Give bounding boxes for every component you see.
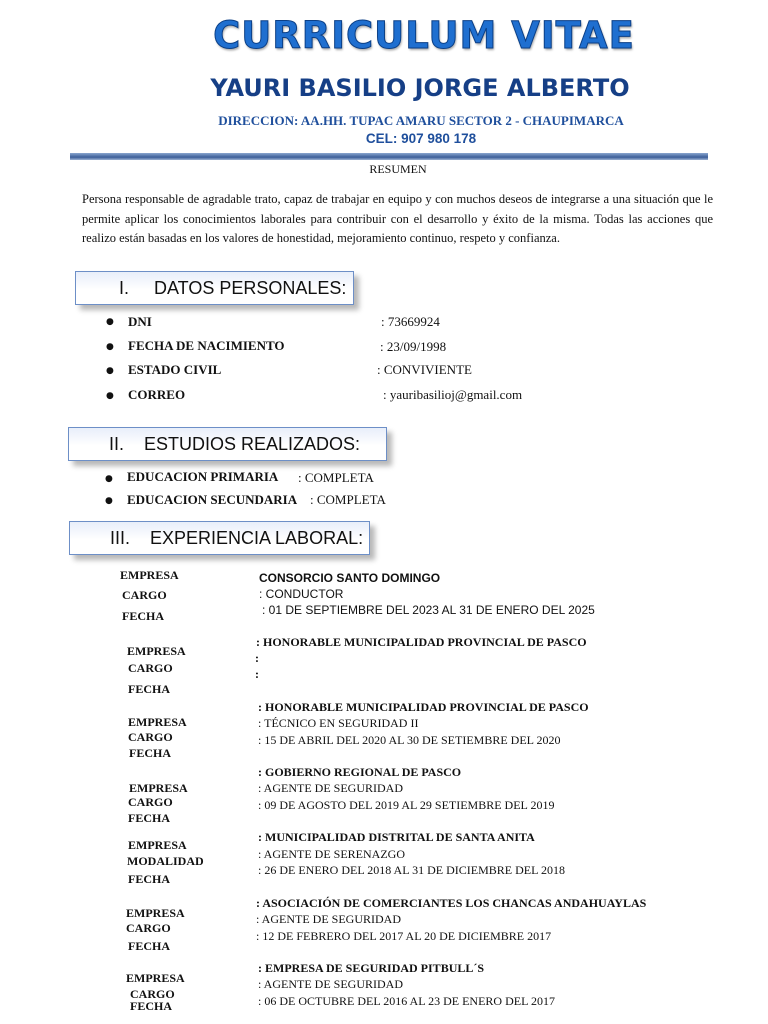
entry-company: : MUNICIPALIDAD DISTRITAL DE SANTA ANITA <box>258 830 535 844</box>
entry-label: FECHA <box>129 746 171 760</box>
section-experience-header <box>69 521 370 555</box>
entry-company: : EMPRESA DE SEGURIDAD PITBULL´S <box>258 961 485 975</box>
entry-label: EMPRESA <box>120 568 179 582</box>
section-number: I. <box>119 278 130 298</box>
bullet-icon: ● <box>106 391 114 401</box>
entry-label: FECHA <box>122 609 164 623</box>
section-number: III. <box>110 528 131 548</box>
phone-line: CEL: 907 980 178 <box>365 131 477 146</box>
entry-company: : HONORABLE MUNICIPALIDAD PROVINCIAL DE PASCO <box>258 700 589 714</box>
entry-label: EMPRESA <box>129 781 188 795</box>
entry-label: CARGO <box>128 730 173 744</box>
entry-label: CARGO <box>128 795 173 809</box>
entry-position: : AGENTE DE SEGURIDAD <box>258 781 403 795</box>
entry-position: : AGENTE DE SEGURIDAD <box>256 912 401 926</box>
entry-label: MODALIDAD <box>127 854 204 868</box>
entry-label: EMPRESA <box>127 644 186 658</box>
item-value: : 23/09/1998 <box>380 339 447 354</box>
entry-label: FECHA <box>128 872 170 886</box>
summary-heading: RESUMEN <box>369 162 427 176</box>
document-title: CURRICULUM VITAE <box>213 14 635 57</box>
entry-label: EMPRESA <box>128 715 187 729</box>
entry-label: CARGO <box>130 987 175 1001</box>
address-line: DIRECCION: AA.HH. TUPAC AMARU SECTOR 2 - CHAUPIMARCA <box>218 113 624 128</box>
section-title: EXPERIENCIA LABORAL: <box>150 528 364 548</box>
candidate-name: YAURI BASILIO JORGE ALBERTO <box>210 74 630 102</box>
bullet-icon: ● <box>105 474 113 484</box>
entry-date: : 06 DE OCTUBRE DEL 2016 AL 23 DE ENERO DEL 2017 <box>258 994 555 1008</box>
entry-label: EMPRESA <box>126 971 185 985</box>
section-title: DATOS PERSONALES: <box>154 278 347 298</box>
entry-date: : 01 DE SEPTIEMBRE DEL 2023 AL 31 DE ENERO DEL 2025 <box>262 603 595 617</box>
entry-date: : 12 DE FEBRERO DEL 2017 AL 20 DE DICIEMBRE 2017 <box>256 929 552 943</box>
item-label: EDUCACION SECUNDARIA <box>127 492 298 507</box>
entry-label: FECHA <box>130 999 172 1013</box>
entry-company: : GOBIERNO REGIONAL DE PASCO <box>258 765 462 779</box>
item-label: ESTADO CIVIL <box>128 362 222 377</box>
entry-date: : 26 DE ENERO DEL 2018 AL 31 DE DICIEMBRE DEL 2018 <box>258 863 565 877</box>
header-divider <box>70 153 708 160</box>
section-title: ESTUDIOS REALIZADOS: <box>144 434 361 454</box>
entry-position: : <box>255 651 259 665</box>
item-label: DNI <box>128 314 152 329</box>
summary-paragraph: Persona responsable de agradable trato, capaz de trabajar en equipo y con muchos deseos de integrarse a una situación que le permite aplicar los conocimientos laborales para contribuir con el desarrollo y éxito de la misma. Todas las acciones que realizo están basadas en los valores de honestidad, mejoramiento continuo, respeto y confianza. <box>82 192 713 245</box>
entry-position: : TÉCNICO EN SEGURIDAD II <box>258 716 419 730</box>
item-value: : 73669924 <box>381 314 440 329</box>
entry-label: FECHA <box>128 682 170 696</box>
entry-date: : <box>255 667 259 681</box>
section-studies-header <box>68 427 387 461</box>
section-number: II. <box>109 434 125 454</box>
entry-position: : CONDUCTOR <box>259 587 344 601</box>
item-value: : COMPLETA <box>310 492 386 507</box>
entry-label: CARGO <box>122 588 167 602</box>
bullet-icon: ● <box>106 317 114 327</box>
bullet-icon: ● <box>106 366 114 376</box>
item-label: FECHA DE NACIMIENTO <box>128 338 285 353</box>
item-label: CORREO <box>128 387 186 402</box>
entry-label: EMPRESA <box>126 906 185 920</box>
entry-date: : 15 DE ABRIL DEL 2020 AL 30 DE SETIEMBRE DEL 2020 <box>258 733 561 747</box>
item-label: EDUCACION PRIMARIA <box>127 469 279 484</box>
entry-label: FECHA <box>128 811 170 825</box>
entry-company: : HONORABLE MUNICIPALIDAD PROVINCIAL DE PASCO <box>256 635 587 649</box>
entry-position: : AGENTE DE SERENAZGO <box>258 847 405 861</box>
entry-position: : AGENTE DE SEGURIDAD <box>258 977 403 991</box>
bullet-icon: ● <box>105 496 113 506</box>
entry-company: CONSORCIO SANTO DOMINGO <box>259 571 441 585</box>
entry-label: CARGO <box>128 661 173 675</box>
section-personal-data-header <box>75 271 354 305</box>
entry-label: FECHA <box>128 939 170 953</box>
item-value: : CONVIVIENTE <box>377 362 472 377</box>
bullet-icon: ● <box>106 342 114 352</box>
item-value: : yauribasilioj@gmail.com <box>383 387 523 402</box>
entry-label: CARGO <box>126 921 171 935</box>
item-value: : COMPLETA <box>298 470 374 485</box>
entry-company: : ASOCIACIÓN DE COMERCIANTES LOS CHANCAS ANDAHUAYLAS <box>256 896 647 910</box>
entry-date: : 09 DE AGOSTO DEL 2019 AL 29 SETIEMBRE DEL 2019 <box>258 798 555 812</box>
entry-label: EMPRESA <box>128 838 187 852</box>
